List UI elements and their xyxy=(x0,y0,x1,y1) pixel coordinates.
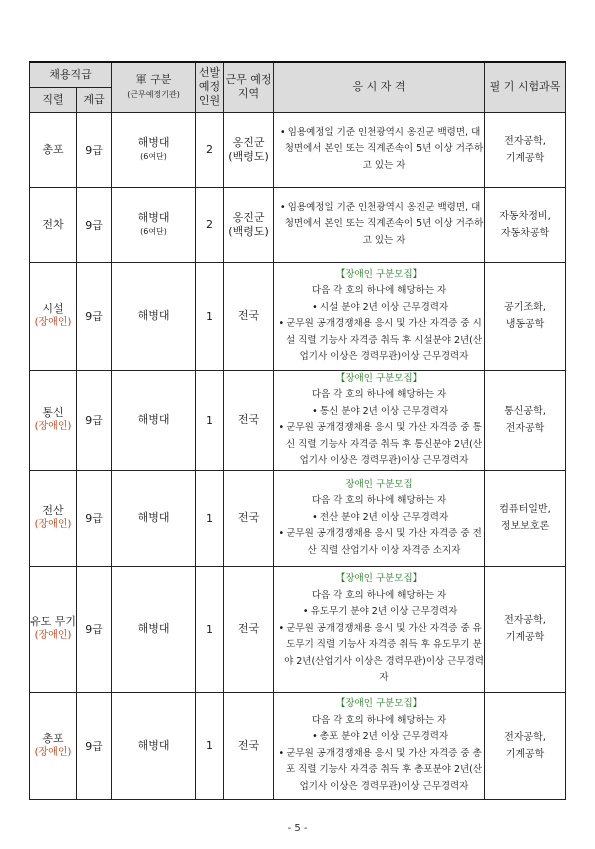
subject-cell xyxy=(485,370,566,470)
subject-cell xyxy=(485,470,566,566)
qualification-text: 총포 분야 2년 이상 근무경력자 xyxy=(319,731,449,742)
qualification-item xyxy=(274,200,484,250)
bullet-icon: • xyxy=(312,405,318,417)
category-tag: 【장애인 구분모집】 xyxy=(335,268,423,280)
region-cell xyxy=(224,566,274,692)
qualification-cell xyxy=(274,692,485,799)
bullet-icon: • xyxy=(278,622,285,634)
region-sub: (백령도) xyxy=(228,224,269,238)
org-name: 해병대 xyxy=(137,135,170,149)
job-cell xyxy=(30,112,77,187)
count-cell: 2 xyxy=(196,187,224,262)
job-name: 유도 무기 xyxy=(30,615,77,628)
header-job: 직렬 xyxy=(30,87,77,112)
grade-cell: 9급 xyxy=(77,187,112,262)
region-cell xyxy=(224,262,274,370)
header-org-label: 軍 구분 xyxy=(135,72,172,86)
qualification-item xyxy=(274,420,484,470)
org-name: 해병대 xyxy=(137,309,170,322)
qualification-item xyxy=(274,300,484,317)
qualification-cell xyxy=(274,470,485,566)
category-tag: 장애인 구분모집 xyxy=(345,478,413,490)
qualification-item xyxy=(274,316,484,366)
region-name: 전국 xyxy=(237,738,260,752)
count-cell: 1 xyxy=(196,370,224,470)
org-name: 해병대 xyxy=(137,511,170,524)
org-name: 해병대 xyxy=(137,413,170,426)
qualification-text: 유도무기 분야 2년 이상 근무경력자 xyxy=(310,606,458,618)
region-cell xyxy=(224,692,274,799)
qualification-intro: 다음 각 호의 하나에 해당하는 자 xyxy=(311,495,447,507)
disabled-label: (장애인) xyxy=(34,317,72,328)
qualification-text: 군무원 공개경쟁채용 응시 및 가산 자격증 중 시설 직렬 기능사 자격증 취득 후 시설분야 2년(산업기사 이상은 경력무관)이상 근무경력자 xyxy=(285,318,483,362)
table-row xyxy=(30,262,566,370)
bullet-icon: • xyxy=(279,201,286,213)
region-name: 전국 xyxy=(237,511,260,524)
qualification-cell xyxy=(274,566,485,692)
disabled-label: (장애인) xyxy=(34,630,72,641)
count-cell: 1 xyxy=(196,566,224,692)
grade-cell: 9급 xyxy=(77,112,112,187)
qualification-item xyxy=(274,125,484,175)
grade-cell: 9급 xyxy=(77,566,112,692)
qualification-intro: 다음 각 호의 하나에 해당하는 자 xyxy=(311,714,447,726)
table-row xyxy=(30,566,566,692)
qualification-intro: 다음 각 호의 하나에 해당하는 자 xyxy=(311,589,447,601)
qualification-intro: 다음 각 호의 하나에 해당하는 자 xyxy=(311,389,447,400)
grade-cell: 9급 xyxy=(77,370,112,470)
qualification-item xyxy=(274,729,484,746)
subject-cell xyxy=(485,566,566,692)
subject-cell xyxy=(485,112,566,187)
subject-name: 냉동공학 xyxy=(505,319,545,330)
qualification-item xyxy=(274,510,484,527)
subject-cell xyxy=(485,262,566,370)
qualification-text: 통신 분야 2년 이상 근무경력자 xyxy=(319,405,449,417)
bullet-icon: • xyxy=(302,606,309,618)
qualification-cell xyxy=(274,187,485,262)
subject-name: 자동차공학 xyxy=(500,227,550,239)
table-row xyxy=(30,187,566,262)
bullet-icon: • xyxy=(278,318,285,329)
qualification-item xyxy=(274,404,484,421)
org-cell xyxy=(112,262,196,370)
qualification-text: 임용예정일 기준 인천광역시 옹진군 백령면, 대청면에서 본인 또는 직계존속이 5년 이상 거주하고 있는 자 xyxy=(284,126,484,171)
region-name: 전국 xyxy=(237,309,260,322)
job-name: 총포 xyxy=(42,731,64,745)
subject-name: 자동차정비, xyxy=(499,210,551,222)
qualification-text: 군무원 공개경쟁채용 응시 및 가산 자격증 중 전산 직렬 산업기사 이상 자격증 소지자 xyxy=(286,528,482,556)
org-sub: (6여단) xyxy=(140,151,167,161)
org-name: 해병대 xyxy=(137,622,170,635)
job-name: 통신 xyxy=(42,406,64,419)
table-row xyxy=(30,470,566,566)
qualification-cell xyxy=(274,370,485,470)
subject-name: 정보보호론 xyxy=(500,521,550,532)
qualification-text: 임용예정일 기준 인천광역시 옹진군 백령면, 대청면에서 본인 또는 직계존속이 5년 이상 거주하고 있는 자 xyxy=(284,201,484,246)
recruitment-table xyxy=(29,61,566,800)
qualification-item xyxy=(274,746,484,796)
count-cell: 1 xyxy=(196,692,224,799)
qualification-cell xyxy=(274,262,485,370)
page-number: - 5 - xyxy=(287,823,308,834)
job-cell xyxy=(30,187,77,262)
region-cell xyxy=(224,112,274,187)
job-name: 총포 xyxy=(42,142,64,156)
grade-cell: 9급 xyxy=(77,692,112,799)
disabled-label: (장애인) xyxy=(34,519,72,530)
region-cell xyxy=(224,370,274,470)
job-cell xyxy=(30,262,77,370)
org-sub: (6여단) xyxy=(140,226,167,236)
org-cell xyxy=(112,470,196,566)
bullet-icon: • xyxy=(312,731,318,742)
subject-name: 전자공학, xyxy=(504,615,546,626)
qualification-item xyxy=(274,621,484,687)
header-grade: 계급 xyxy=(77,87,112,112)
qualification-text: 군무원 공개경쟁채용 응시 및 가산 자격증 중 통신 직렬 기능사 자격증 취득 후 통신분야 2년(산업기사 이상은 경력무관)이상 근무경력자 xyxy=(285,422,483,466)
qualification-text: 전산 분야 2년 이상 근무경력자 xyxy=(319,511,449,523)
job-name: 전산 xyxy=(42,504,64,517)
subject-name: 전자공학, xyxy=(504,135,546,147)
header-org-sub: (근무예정기관) xyxy=(127,89,180,99)
table-row xyxy=(30,370,566,470)
job-cell xyxy=(30,470,77,566)
grade-cell: 9급 xyxy=(77,262,112,370)
header-grade-group: 채용직급 xyxy=(30,62,112,87)
bullet-icon: • xyxy=(278,422,285,433)
region-name: 전국 xyxy=(237,413,260,426)
qualification-cell xyxy=(274,112,485,187)
bullet-icon: • xyxy=(312,301,318,313)
grade-cell: 9급 xyxy=(77,470,112,566)
subject-name: 공기조화, xyxy=(504,302,546,313)
bullet-icon: • xyxy=(312,511,318,523)
header-subject: 필 기 시험과목 xyxy=(485,62,566,112)
header-org xyxy=(112,62,196,112)
org-cell xyxy=(112,566,196,692)
subject-cell xyxy=(485,692,566,799)
count-cell: 1 xyxy=(196,470,224,566)
category-tag: 【장애인 구분모집】 xyxy=(335,573,423,585)
org-cell xyxy=(112,692,196,799)
count-cell: 1 xyxy=(196,262,224,370)
qualification-item xyxy=(274,604,484,621)
org-name: 해병대 xyxy=(137,738,170,752)
header-count: 선발 예정 인원 xyxy=(196,62,224,112)
region-cell xyxy=(224,187,274,262)
job-cell xyxy=(30,370,77,470)
region-name: 옹진군 xyxy=(232,135,265,149)
category-tag: 【장애인 구분모집】 xyxy=(335,372,423,384)
subject-name: 기계공학 xyxy=(505,748,545,760)
region-name: 옹진군 xyxy=(232,210,265,224)
subject-name: 통신공학, xyxy=(504,406,546,417)
job-cell xyxy=(30,692,77,799)
table-row xyxy=(30,112,566,187)
subject-name: 컴퓨터일반, xyxy=(499,504,551,515)
org-cell xyxy=(112,370,196,470)
category-tag: 【장애인 구분모집】 xyxy=(335,698,423,709)
qualification-item xyxy=(274,526,484,559)
count-cell: 2 xyxy=(196,112,224,187)
job-cell xyxy=(30,566,77,692)
subject-name: 기계공학 xyxy=(505,152,545,164)
disabled-label: (장애인) xyxy=(34,421,72,432)
subject-cell xyxy=(485,187,566,262)
bullet-icon: • xyxy=(278,528,285,540)
region-name: 전국 xyxy=(237,622,260,635)
table-row xyxy=(30,692,566,799)
region-cell xyxy=(224,470,274,566)
org-name: 해병대 xyxy=(137,210,170,224)
region-sub: (백령도) xyxy=(228,149,269,163)
bullet-icon: • xyxy=(279,126,286,138)
qualification-intro: 다음 각 호의 하나에 해당하는 자 xyxy=(311,285,447,296)
qualification-text: 시설 분야 2년 이상 근무경력자 xyxy=(319,301,449,313)
subject-name: 기계공학 xyxy=(505,632,545,643)
qualification-text: 군무원 공개경쟁채용 응시 및 가산 자격증 중 총포 직렬 기능사 자격증 취득 후 총포분야 2년(산업기사 이상은 경력무관)이상 근무경력자 xyxy=(285,747,483,792)
org-cell xyxy=(112,187,196,262)
job-name: 전차 xyxy=(42,217,64,231)
job-name: 시설 xyxy=(42,302,64,315)
subject-name: 전자공학, xyxy=(504,731,546,743)
subject-name: 전자공학 xyxy=(505,423,545,434)
disabled-label: (장애인) xyxy=(34,746,72,758)
header-qualification: 응 시 자 격 xyxy=(274,62,485,112)
bullet-icon: • xyxy=(278,747,285,759)
org-cell xyxy=(112,112,196,187)
qualification-text: 군무원 공개경쟁채용 응시 및 가산 자격증 중 유도무기 직렬 기능사 자격증 취득 후 유도무기 분야 2년(산업기사 이상은 경력무관)이상 근무경력자 xyxy=(284,622,484,684)
header-region: 근무 예정 지역 xyxy=(224,62,274,112)
